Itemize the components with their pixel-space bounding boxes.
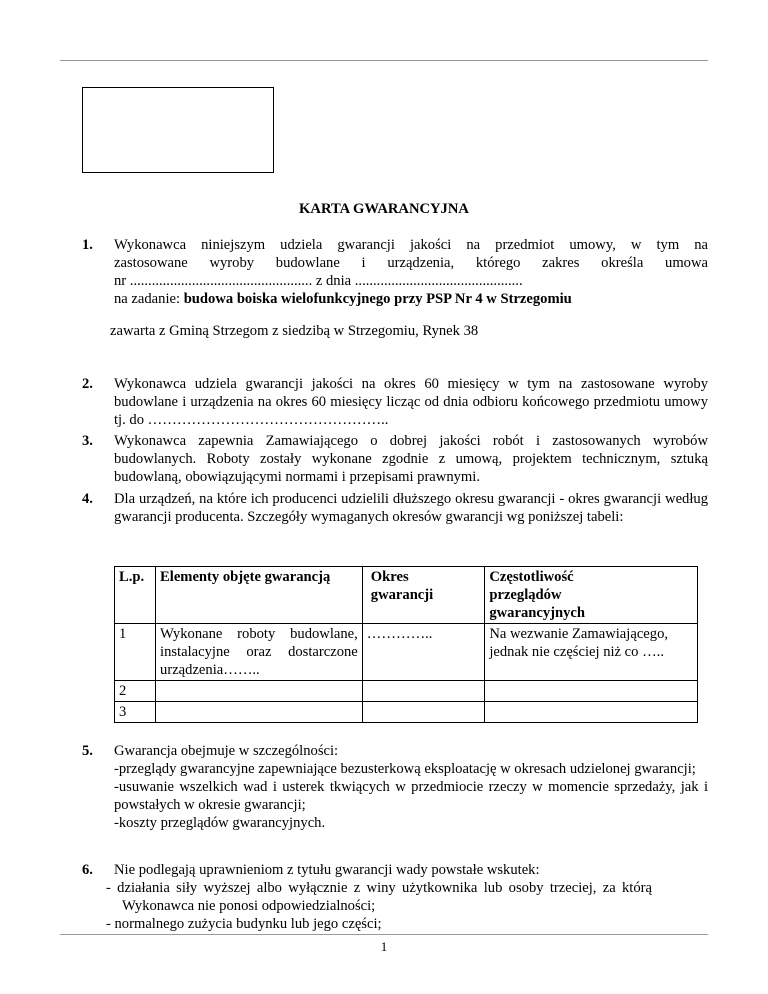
table-header-row <box>115 567 698 624</box>
clause-1-contract-party: zawarta z Gminą Strzegom z siedzibą w Strzegomiu, Rynek 38 <box>110 323 479 339</box>
cell-period <box>362 681 485 702</box>
clause-6-intro: Nie podlegają uprawnieniom z tytułu gwarancji wady powstałe wskutek: <box>114 862 540 878</box>
cell-frequency: Na wezwanie Zamawiającego, jednak nie częściej niż co ….. <box>485 624 698 681</box>
clause-1 <box>82 236 708 308</box>
clause-1-line-2: zastosowane wyroby budowlane i urządzenia, którego zakres określa umowa <box>114 255 708 271</box>
cell-lp: 3 <box>115 702 156 723</box>
cell-frequency <box>485 681 698 702</box>
warranty-table <box>114 566 698 723</box>
clause-6-point-1-line-2: Wykonawca nie ponosi odpowiedzialności; <box>122 898 376 914</box>
clause-6-point-2: - normalnego zużycia budynku lub jego części; <box>106 916 382 932</box>
task-prefix: na zadanie: <box>114 291 184 307</box>
task-name: budowa boiska wielofunkcyjnego przy PSP Nr 4 w Strzegomiu <box>183 291 572 307</box>
header-frequency: Częstotliwość przeglądów gwarancyjnych <box>485 567 698 624</box>
clause-5 <box>82 742 708 832</box>
clause-1-line-3: nr .................................................. z dnia .............................................. <box>114 273 523 289</box>
clause-4-text: Dla urządzeń, na które ich producenci udzielili dłuższego okresu gwarancji - okres gwarancji według gwarancji producenta. Szczegóły wymaganych okresów gwarancji wg poniższej tabeli: <box>114 491 708 525</box>
clause-4 <box>82 490 708 526</box>
cell-period <box>362 702 485 723</box>
clause-number: 6. <box>82 862 93 878</box>
clause-6-point-1-line-1: - działania siły wyższej albo wyłącznie z winy użytkownika lub osoby trzeciej, za którą <box>106 880 652 896</box>
table-row <box>115 624 698 681</box>
cell-frequency <box>485 702 698 723</box>
clause-5-intro: Gwarancja obejmuje w szczególności: <box>114 743 339 759</box>
stamp-box <box>82 87 274 173</box>
clause-1-line-4 <box>114 290 708 308</box>
clause-3 <box>82 432 708 486</box>
table-row <box>115 681 698 702</box>
clause-5-point-2: -usuwanie wszelkich wad i usterek tkwiących w przedmiocie rzeczy w momencie sprzedaży, jak i powstałych w okresie gwarancji; <box>114 779 708 813</box>
header-elements: Elementy objęte gwarancją <box>156 567 363 624</box>
footer-rule <box>60 934 708 935</box>
clause-5-point-3: -koszty przeglądów gwarancyjnych. <box>114 815 326 831</box>
cell-lp: 1 <box>115 624 156 681</box>
clause-number: 5. <box>82 743 93 759</box>
clause-number: 4. <box>82 491 93 507</box>
header-lp: L.p. <box>115 567 156 624</box>
cell-lp: 2 <box>115 681 156 702</box>
clause-number: 3. <box>82 433 93 449</box>
clause-1-line-1: Wykonawca niniejszym udziela gwarancji jakości na przedmiot umowy, w tym na <box>114 237 708 253</box>
header-period: Okres gwarancji <box>362 567 485 624</box>
header-rule <box>60 60 708 61</box>
cell-elements <box>156 681 363 702</box>
clause-5-point-1: -przeglądy gwarancyjne zapewniające bezusterkową eksploatację w okresach udzielonej gwarancji; <box>114 761 696 777</box>
clause-2-text: Wykonawca udziela gwarancji jakości na okres 60 miesięcy w tym na zastosowane wyroby budowlane i urządzenia na okres 60 miesięcy licząc od dnia odbioru końcowego przedmiotu umowy tj. do ………………………………………….. <box>114 376 708 428</box>
clause-number: 1. <box>82 237 93 253</box>
cell-period: ………….. <box>362 624 485 681</box>
cell-elements: Wykonane roboty budowlane, instalacyjne oraz dostarczone urządzenia…….. <box>156 624 363 681</box>
clause-6 <box>82 861 708 879</box>
clause-number: 2. <box>82 376 93 392</box>
document-title: KARTA GWARANCYJNA <box>299 201 469 217</box>
cell-elements <box>156 702 363 723</box>
table-row <box>115 702 698 723</box>
clause-6-point-1 <box>106 879 652 915</box>
clause-2 <box>82 375 708 429</box>
page-number: 1 <box>380 939 388 954</box>
clause-3-text: Wykonawca zapewnia Zamawiającego o dobrej jakości robót i zastosowanych wyrobów budowlanych. Roboty zostały wykonane zgodnie z umową, projektem technicznym, sztuką budowlaną, obowiązującymi normami i przepisami prawnymi. <box>114 433 708 485</box>
